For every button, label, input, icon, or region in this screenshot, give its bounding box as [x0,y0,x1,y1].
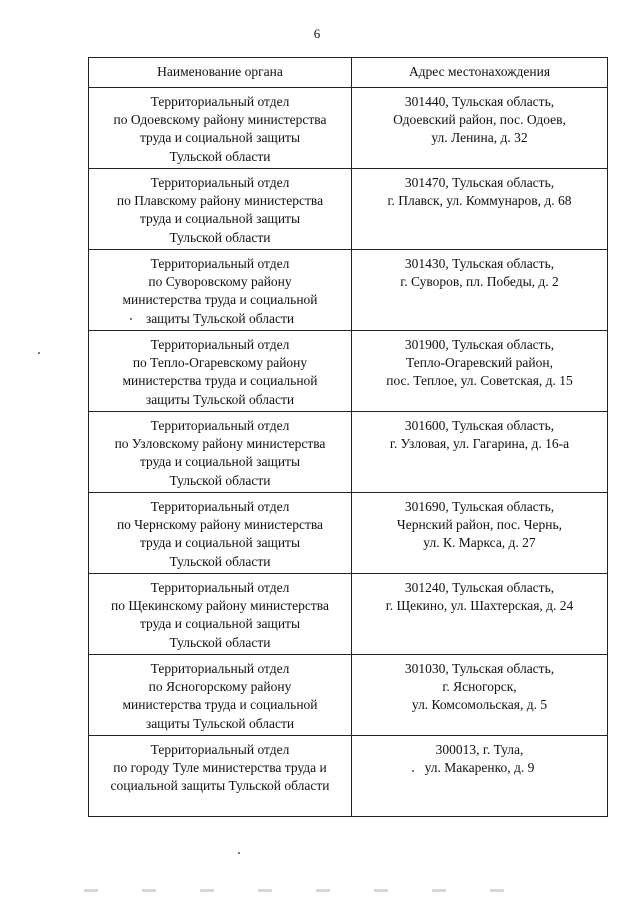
office-name-line: министерства труда и социальной [122,697,318,713]
office-address-line: 300013, г. Тула, [435,742,524,757]
column-header-name: Наименование органа [89,58,352,88]
table-row [89,88,608,169]
office-address-line: 301900, Тульская область, [404,337,555,352]
office-name-line: Территориальный отдел [150,175,290,190]
office-address-line: 301600, Тульская область, [404,418,555,433]
office-name-line: Территориальный отдел [150,94,290,109]
office-name-line: Территориальный отдел [150,337,290,352]
office-name-cell [89,88,352,169]
office-name-line: министерства труда и социальной [122,373,318,389]
office-address-cell [352,331,608,412]
office-name-line: Территориальный отдел [150,661,290,676]
office-name-cell [89,574,352,655]
office-name-line: труда и социальной защиты [139,130,301,146]
office-name-line: по Чернскому району министерства [116,517,324,533]
office-address-cell [352,493,608,574]
table-row [89,493,608,574]
office-address-cell [352,169,608,250]
office-name-cell [89,655,352,736]
office-address-line: пос. Теплое, ул. Советская, д. 15 [386,373,573,389]
office-address-line: ул. Макаренко, д. 9 [424,760,535,776]
office-address-line: г. Ясногорск, [442,679,517,695]
scan-edge-artifact [84,889,544,892]
office-name-line: по городу Туле министерства труда и [113,760,327,776]
office-name-line: труда и социальной защиты [139,535,301,551]
office-address-line: г. Суворов, пл. Победы, д. 2 [400,274,559,290]
office-name-line: Тульской области [169,148,271,164]
office-address-line: 301690, Тульская область, [404,499,555,514]
office-address-line: Чернский район, пос. Чернь, [396,517,563,533]
office-address-cell [352,574,608,655]
office-name-line: труда и социальной защиты [139,211,301,227]
office-address-line: Тепло-Огаревский район, [406,355,553,371]
office-name-line: Тульской области [169,553,271,569]
office-address-line: 301240, Тульская область, [404,580,555,595]
office-name-line: министерства труда и социальной [122,292,318,308]
table-row [89,169,608,250]
office-address-line: г. Узловая, ул. Гагарина, д. 16-а [389,436,570,452]
office-name-line: Территориальный отдел [150,418,290,433]
scan-speck [38,352,40,354]
office-name-line: Территориальный отдел [150,256,290,271]
office-name-line: социальной защиты Тульской области [110,778,330,794]
table-row [89,655,608,736]
office-name-cell [89,736,352,817]
office-address-cell [352,88,608,169]
office-address-line: 301440, Тульская область, [404,94,555,109]
office-name-line: Территориальный отдел [150,742,290,757]
office-name-line: по Одоевскому району министерства [113,112,327,128]
office-name-cell [89,331,352,412]
office-name-line: защиты Тульской области [145,715,295,731]
table-row [89,736,608,817]
office-name-line: Территориальный отдел [150,580,290,595]
office-name-line: труда и социальной защиты [139,616,301,632]
table-header-row [89,58,608,88]
office-address-cell [352,655,608,736]
offices-table [88,57,608,817]
scan-speck [130,318,132,320]
office-address-cell [352,412,608,493]
office-address-line: ул. Комсомольская, д. 5 [411,697,548,713]
office-name-line: Тульской области [169,634,271,650]
table-row [89,574,608,655]
office-name-line: по Суворовскому району [148,274,292,290]
page-number: 6 [313,26,321,41]
office-address-line: 301430, Тульская область, [404,256,555,271]
office-name-cell [89,493,352,574]
office-name-line: защиты Тульской области [145,391,295,407]
office-address-line: 301030, Тульская область, [404,661,555,676]
scan-speck [238,852,240,854]
office-address-line: г. Щекино, ул. Шахтерская, д. 24 [385,598,574,614]
table-body [89,88,608,817]
table-row [89,250,608,331]
table-row [89,412,608,493]
office-name-line: по Ясногорскому району [148,679,292,695]
office-name-line: защиты Тульской области [145,310,295,326]
office-name-line: Территориальный отдел [150,499,290,514]
office-name-cell [89,250,352,331]
office-name-cell [89,412,352,493]
office-name-line: Тульской области [169,472,271,488]
office-address-cell [352,250,608,331]
office-address-line: 301470, Тульская область, [404,175,555,190]
office-name-line: труда и социальной защиты [139,454,301,470]
office-address-cell [352,736,608,817]
column-header-address: Адрес местонахождения [352,58,608,88]
office-address-line: ул. Ленина, д. 32 [431,130,528,146]
office-address-line: Одоевский район, пос. Одоев, [393,112,566,128]
office-address-line: ул. К. Маркса, д. 27 [423,535,536,551]
office-name-line: по Плавскому району министерства [116,193,324,209]
office-name-line: по Узловскому району министерства [114,436,326,452]
office-name-line: по Щекинскому району министерства [111,598,329,614]
scan-speck [412,770,414,772]
office-name-line: Тульской области [169,229,271,245]
table-row [89,331,608,412]
office-name-cell [89,169,352,250]
office-address-line: г. Плавск, ул. Коммунаров, д. 68 [387,193,572,209]
office-name-line: по Тепло-Огаревскому району [132,355,308,371]
